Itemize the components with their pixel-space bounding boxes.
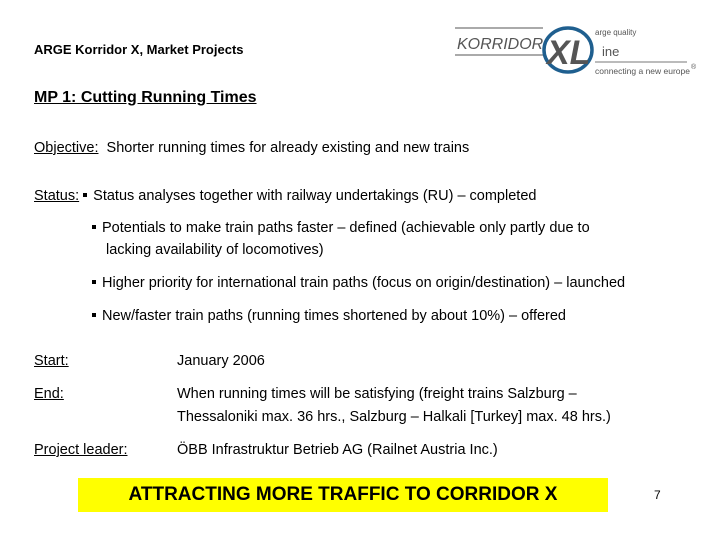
header-title: ARGE Korridor X, Market Projects	[34, 42, 244, 57]
end-value-line2: Thessaloniki max. 36 hrs., Salzburg – Halkali [Turkey] max. 48 hrs.)	[177, 409, 611, 425]
start-value: January 2006	[177, 353, 265, 369]
bullet-icon	[92, 313, 96, 317]
project-leader-value: ÖBB Infrastruktur Betrieb AG (Railnet Austria Inc.)	[177, 442, 498, 458]
status-item-row	[92, 275, 625, 291]
status-item: Higher priority for international train paths (focus on origin/destination) – launched	[102, 275, 626, 291]
page-number: 7	[654, 488, 661, 502]
status-item-continuation: lacking availability of locomotives)	[106, 242, 324, 258]
logo-ine-text: ine	[602, 44, 620, 59]
project-leader-label: Project leader:	[34, 442, 128, 458]
footer-banner: ATTRACTING MORE TRAFFIC TO CORRIDOR X	[78, 478, 608, 512]
logo-registered-mark: ®	[691, 64, 697, 71]
logo-tagline-text: connecting a new europe	[595, 66, 690, 76]
status-row	[34, 188, 536, 204]
bullet-icon	[83, 193, 87, 197]
status-item: Potentials to make train paths faster – defined (achievable only partly due to	[102, 220, 590, 236]
korridor-xl-logo	[455, 22, 705, 82]
status-label: Status:	[34, 188, 80, 204]
logo-xl-text: XL	[547, 34, 591, 72]
end-label: End:	[34, 386, 64, 402]
status-item: New/faster train paths (running times shortened by about 10%) – offered	[102, 308, 566, 324]
objective-label: Objective:	[34, 140, 99, 156]
bullet-icon	[92, 280, 96, 284]
status-item: Status analyses together with railway undertakings (RU) – completed	[93, 188, 537, 204]
logo-korridor-text: KORRIDOR	[457, 36, 544, 53]
logo-arge-quality-text: arge quality	[595, 28, 637, 37]
status-item-row	[92, 220, 590, 236]
slide-title: MP 1: Cutting Running Times	[34, 89, 257, 106]
bullet-icon	[92, 225, 96, 229]
objective-text: Shorter running times for already existing and new trains	[106, 140, 470, 156]
start-label: Start:	[34, 353, 69, 369]
end-value-line1: When running times will be satisfying (freight trains Salzburg –	[177, 386, 577, 402]
status-item-row	[92, 308, 566, 324]
objective-row	[34, 140, 469, 156]
